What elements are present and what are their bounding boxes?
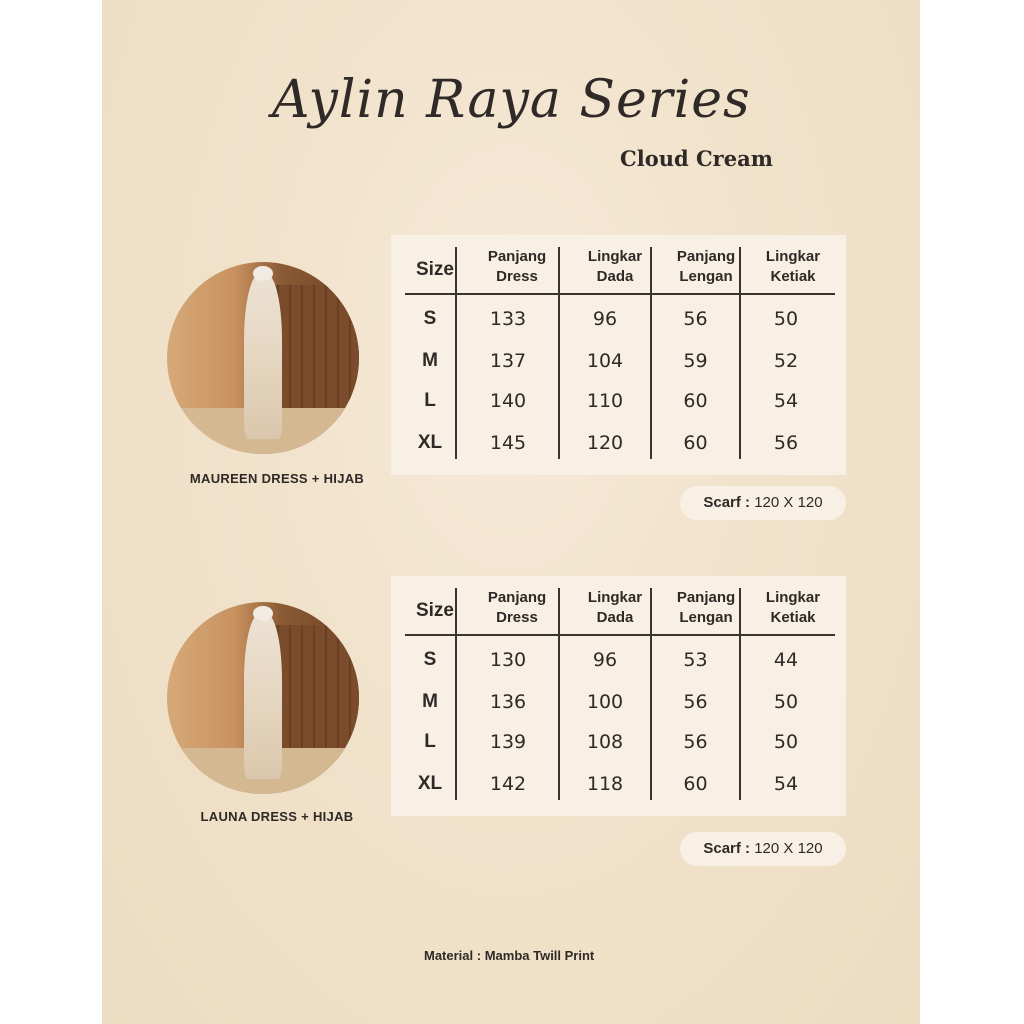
cell-value: 145: [489, 432, 527, 454]
page-subtitle: Cloud Cream: [620, 146, 773, 171]
material-value: Mamba Twill Print: [484, 948, 595, 963]
scarf-size-badge: [680, 486, 846, 520]
cell-value: 56: [683, 308, 708, 330]
cell-value: 133: [489, 308, 527, 330]
scarf-label: Scarf :: [703, 494, 751, 511]
size-table: [391, 576, 846, 816]
table-row: [405, 299, 835, 339]
cell-size: S: [423, 649, 437, 670]
product-name: MAUREEN DRESS + HIJAB: [189, 471, 365, 486]
cell-size: M: [422, 691, 438, 712]
dress-figure: [244, 614, 282, 779]
cell-value: 44: [773, 649, 799, 671]
cell-value: 56: [683, 731, 708, 753]
cell-size: XL: [417, 773, 443, 794]
cell-value: 59: [683, 350, 708, 372]
cell-value: 139: [489, 731, 527, 753]
cell-value: 104: [586, 350, 624, 372]
cell-value: 53: [683, 649, 708, 671]
table-row: [405, 764, 835, 804]
product-photo-launa: [167, 602, 359, 794]
scarf-label: Scarf :: [703, 840, 751, 857]
table-row: [405, 341, 835, 381]
cell-value: 60: [683, 773, 708, 795]
size-chart-page: [102, 0, 920, 1024]
page-title: Aylin Raya Series: [272, 70, 751, 130]
cell-value: 108: [586, 731, 624, 753]
hijab-figure: [253, 606, 272, 621]
header-panjang-dress: Panjang Dress: [487, 589, 547, 626]
hijab-figure: [253, 266, 272, 281]
header-lingkar-ketiak: Lingkar Ketiak: [765, 248, 821, 285]
cell-size: S: [423, 308, 437, 329]
cell-value: 140: [489, 390, 527, 412]
scarf-value: 120 X 120: [754, 840, 823, 857]
header-panjang-lengan: Panjang Lengan: [676, 248, 736, 285]
table-row: [405, 682, 835, 722]
cell-size: L: [424, 390, 436, 411]
cell-value: 54: [773, 773, 799, 795]
header-panjang-lengan: Panjang Lengan: [676, 589, 736, 626]
cell-value: 96: [592, 308, 618, 330]
cell-value: 118: [586, 773, 624, 795]
header-divider: [405, 634, 835, 636]
cell-value: 52: [773, 350, 799, 372]
header-size: Size: [415, 259, 455, 280]
cell-value: 110: [586, 390, 624, 412]
cell-value: 50: [773, 308, 799, 330]
table-row: [405, 640, 835, 680]
table-header-row: [405, 588, 835, 636]
header-lingkar-dada: Lingkar Dada: [587, 248, 643, 285]
material-label: Material :: [424, 948, 482, 963]
cell-size: M: [422, 350, 438, 371]
product-photo-maureen: [167, 262, 359, 454]
table-row: [405, 722, 835, 762]
table-row: [405, 423, 835, 463]
cell-value: 96: [592, 649, 618, 671]
cell-value: 56: [683, 691, 708, 713]
cell-value: 60: [683, 432, 708, 454]
cell-value: 120: [586, 432, 624, 454]
header-lingkar-ketiak: Lingkar Ketiak: [765, 589, 821, 626]
header-panjang-dress: Panjang Dress: [487, 248, 547, 285]
size-table: [391, 235, 846, 475]
material-info: [424, 948, 594, 963]
table-header-row: [405, 247, 835, 295]
header-lingkar-dada: Lingkar Dada: [587, 589, 643, 626]
header-divider: [405, 293, 835, 295]
cell-value: 130: [489, 649, 527, 671]
cell-size: L: [424, 731, 436, 752]
cell-value: 60: [683, 390, 708, 412]
product-name: LAUNA DRESS + HIJAB: [200, 809, 354, 824]
table-row: [405, 381, 835, 421]
cell-value: 50: [773, 691, 799, 713]
cell-value: 142: [489, 773, 527, 795]
dress-figure: [244, 274, 282, 439]
cell-value: 56: [773, 432, 799, 454]
cell-value: 100: [586, 691, 624, 713]
cell-value: 50: [773, 731, 799, 753]
cell-size: XL: [417, 432, 443, 453]
cell-value: 136: [489, 691, 527, 713]
header-size: Size: [415, 600, 455, 621]
scarf-value: 120 X 120: [754, 494, 823, 511]
cell-value: 54: [773, 390, 799, 412]
cell-value: 137: [489, 350, 527, 372]
scarf-size-badge: [680, 832, 846, 866]
